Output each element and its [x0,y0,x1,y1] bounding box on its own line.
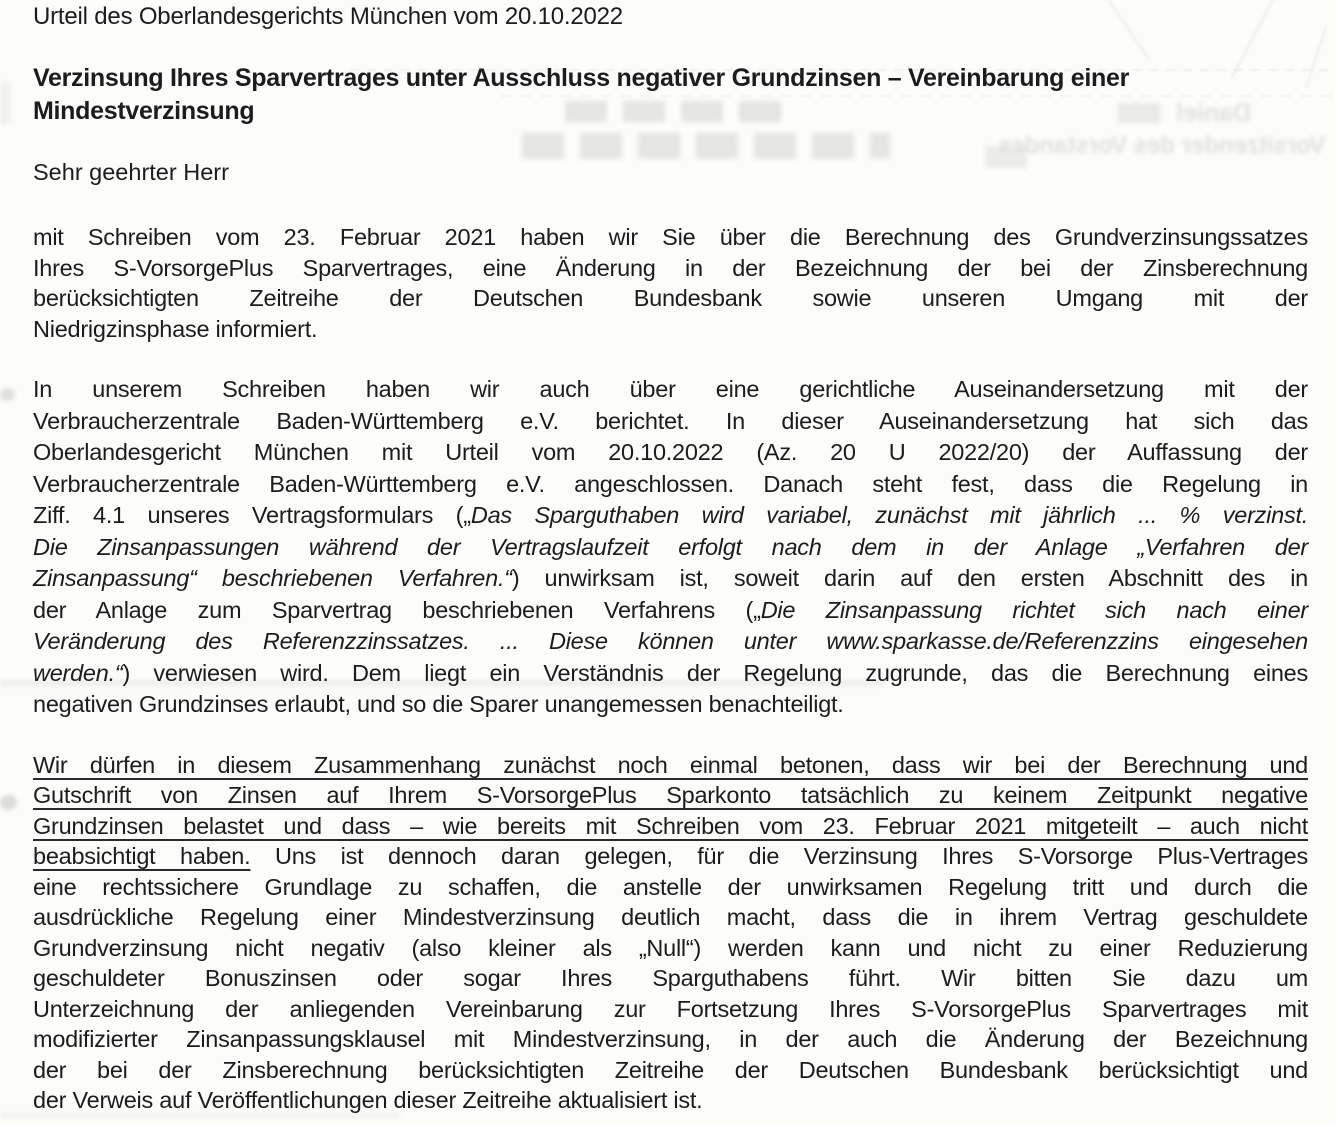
text-line [33,1085,1308,1116]
text-line [33,689,1308,721]
text-segment: beabsichtigt haben. [33,843,251,869]
text-segment: Das Sparguthaben wird variabel, zunächst mit jährlich ... % verzinst. [470,502,1308,528]
text-segment: Verbraucherzentrale Baden-Württemberg e.V. angeschlossen. Danach steht fest, dass die Regelung in [33,470,1308,497]
text-line [33,222,1308,253]
text-line [33,872,1308,903]
scan-smudge [0,82,10,124]
text-segment: ) unwirksam ist, soweit darin auf den ersten Abschnitt des in [511,565,1308,591]
text-segment: mit Schreiben vom 23. Februar 2021 haben wir Sie über die Berechnung des Grundverzinsungssatzes [33,224,1308,250]
text-segment: Grundverzinsung nicht negativ (also kleiner als „Null“) werden kann und nicht zu einer Reduzierung [33,934,1308,961]
text-line [33,283,1308,314]
text-segment: werden.“ [33,659,123,686]
text-segment: eine rechtssichere Grundlage zu schaffen, die anstelle der unwirksamen Regelung tritt und durch die [33,873,1308,900]
text-segment: Niedrigzinsphase informiert. [33,315,318,342]
text-line [33,811,1308,842]
text-line [33,469,1308,501]
text-line [33,500,1308,532]
text-segment: negativen Grundzinses erlaubt, und so die Sparer unangemessen benachteiligt. [33,691,844,717]
text-line [33,841,1308,872]
bleedthrough-name-text: Daniel [1176,99,1252,127]
text-segment: Veränderung des Referenzzinssatzes. ... Diese können unter www.sparkasse.de/Referenzzins eingesehen [33,628,1308,654]
text-segment: ausdrückliche Regelung einer Mindestverzinsung deutlich macht, dass die in ihrem Vertrag geschuldete [33,904,1308,930]
text-segment: Oberlandesgericht München mit Urteil vom 20.10.2022 (Az. 20 U 2022/20) der Auffassung der [33,439,1308,465]
text-line [33,532,1308,564]
subject-heading-line-2: Mindestverzinsung [33,97,255,125]
text-line [33,780,1308,811]
text-line [33,374,1308,406]
text-segment: Zinsanpassung“ beschriebenen Verfahren.“ [33,565,512,591]
text-segment: Wir dürfen in diesem Zusammenhang zunächst noch einmal betonen, dass wir bei der Berechnung und [33,751,1308,778]
text-line [33,963,1308,994]
court-ruling-reference-line: Urteil des Oberlandesgerichts München vom 20.10.2022 [33,3,623,30]
text-segment: modifizierter Zinsanpassungsklausel mit Mindestverzinsung, in der auch die Änderung der Bezeichnung [33,1026,1308,1052]
text-segment: In unserem Schreiben haben wir auch über eine gerichtliche Auseinandersetzung mit der [33,376,1308,402]
text-segment: der Anlage zum Sparvertrag beschriebenen Verfahrens („ [33,596,761,623]
text-segment: Die Zinsanpassungen während der Vertragslaufzeit erfolgt nach dem in der Anlage „Verfahren der [33,533,1308,560]
text-segment: berücksichtigten Zeitreihe der Deutschen Bundesbank sowie unseren Umgang mit der [33,285,1308,311]
text-segment: Ihres S-VorsorgePlus Sparvertrages, eine Änderung in der Bezeichnung der bei der Zinsberechnung [33,254,1308,281]
text-line [33,406,1308,438]
text-segment: der Verweis auf Veröffentlichungen dieser Zeitreihe aktualisiert ist. [33,1087,703,1113]
text-line [33,1024,1308,1055]
text-segment: Grundzinsen belastet und dass – wie bereits mit Schreiben vom 23. Februar 2021 mitgeteilt – auch nicht [33,812,1308,839]
text-segment: Die Zinsanpassung richtet sich nach einer [760,596,1308,623]
salutation: Sehr geehrter Herr [33,159,229,185]
text-segment: Verbraucherzentrale Baden-Württemberg e.V. berichtet. In dieser Auseinandersetzung hat sich das [33,407,1308,434]
text-line [33,595,1308,627]
text-line [33,1055,1308,1086]
scan-smudge [0,795,17,810]
subject-heading-line-1: Verzinsung Ihres Sparvertrages unter Ausschluss negativer Grundzinsen – Vereinbarung einer [33,64,1130,92]
text-line [33,437,1308,469]
text-line [33,750,1308,781]
text-line [33,902,1308,933]
text-line [33,933,1308,964]
paragraph-1 [33,222,1308,344]
text-line [33,626,1308,658]
paragraph-2 [33,374,1308,721]
text-segment: Ziff. 4.1 unseres Vertragsformulars („ [33,502,471,528]
paragraph-3 [33,750,1308,1116]
paper-crease [1305,26,1327,88]
text-line [33,253,1308,284]
text-line [33,314,1308,345]
subject-heading [33,62,1308,128]
text-line [33,563,1308,595]
bleedthrough-title-text: Vorsitzender des Vorstandes [998,132,1326,159]
text-line [33,994,1308,1025]
text-segment: Gutschrift von Zinsen auf Ihrem S-VorsorgePlus Sparkonto tatsächlich zu keinem Zeitpunkt negative [33,782,1308,808]
text-segment: geschuldeter Bonuszinsen oder sogar Ihres Sparguthabens führt. Wir bitten Sie dazu um [33,965,1308,991]
text-segment: Uns ist dennoch daran gelegen, für die Verzinsung Ihres S-Vorsorge Plus-Vertrages [250,843,1308,869]
text-segment: Unterzeichnung der anliegenden Vereinbarung zur Fortsetzung Ihres S-VorsorgePlus Sparvertrages mit [33,995,1308,1022]
text-segment: der bei der Zinsberechnung berücksichtigten Zeitreihe der Deutschen Bundesbank berücksichtigt und [33,1056,1308,1083]
letter-content [33,0,1308,1116]
text-line [33,658,1308,690]
scan-smudge [0,388,15,401]
letter-paragraphs [33,222,1308,1116]
text-segment: ) verwiesen wird. Dem liegt ein Verständnis der Regelung zugrunde, das die Berechnung eines [122,659,1308,686]
